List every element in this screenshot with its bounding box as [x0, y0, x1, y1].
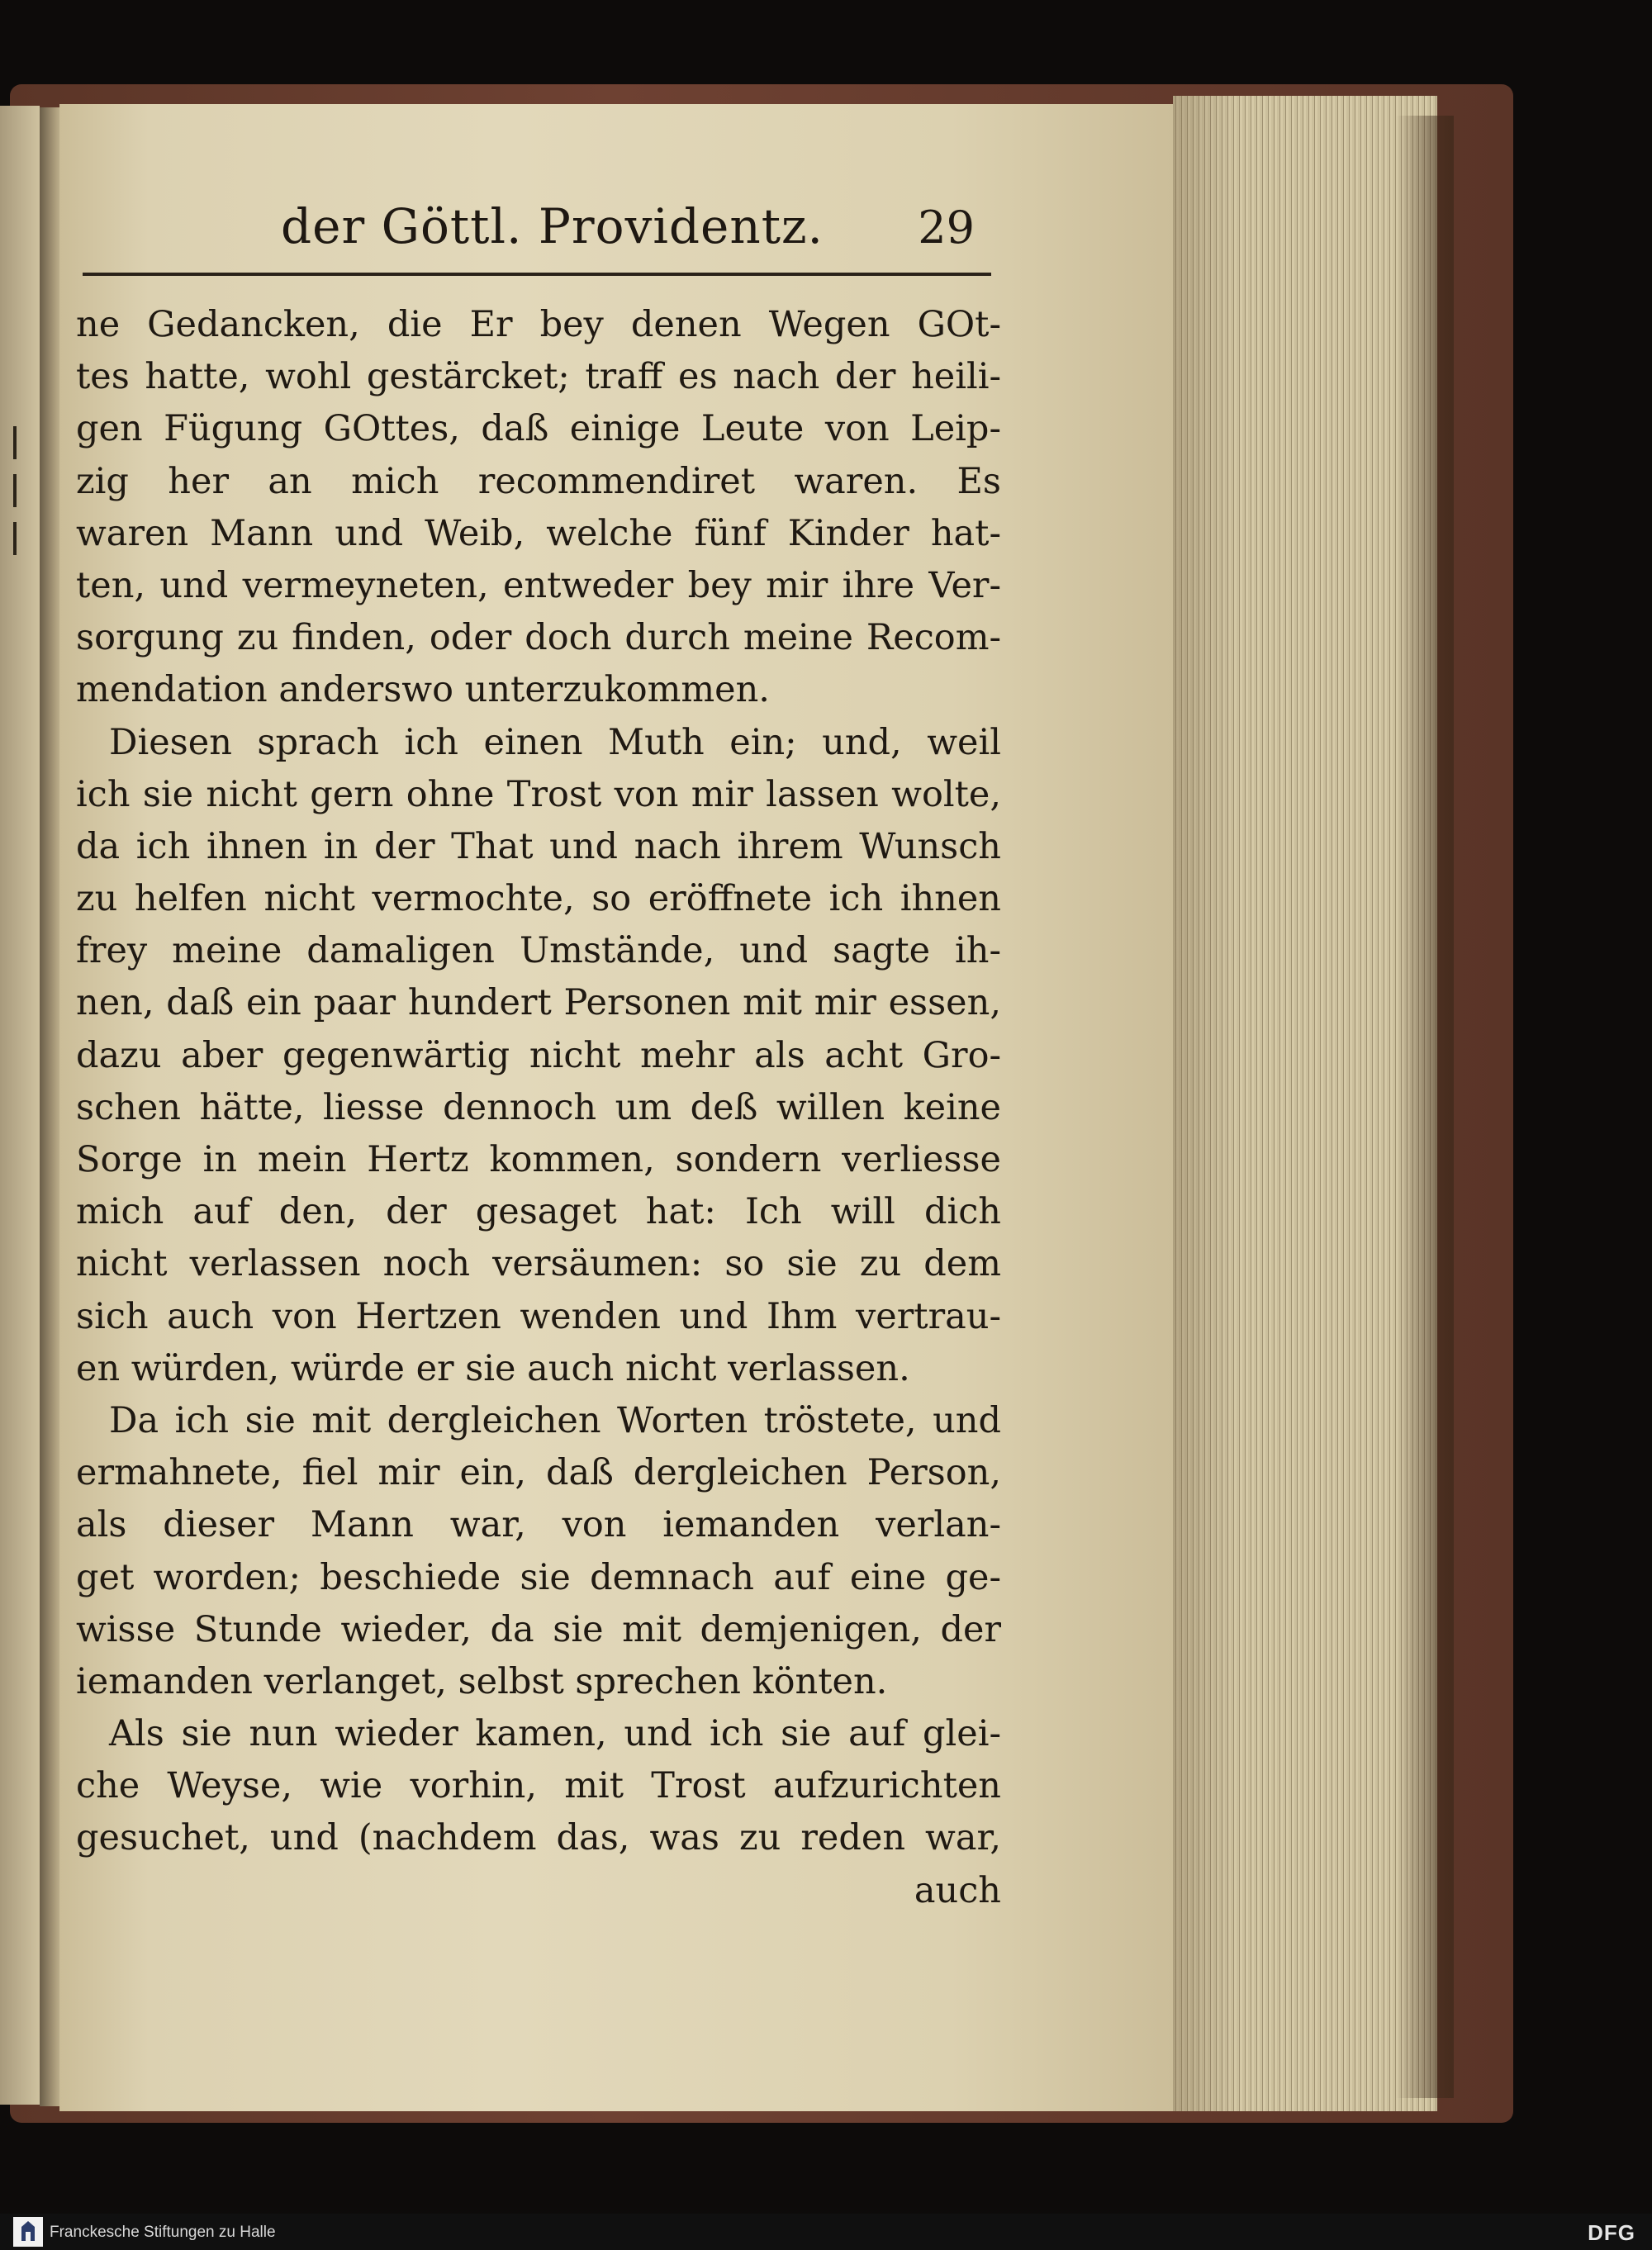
- institution-logo-icon: [13, 2217, 43, 2247]
- text-line: Als sie nun wieder kamen, und ich sie auf glei-: [109, 1713, 1001, 1755]
- text-line: Da ich sie mit dergleichen Worten tröstete, und: [109, 1399, 1001, 1441]
- text-line: ermahnete, fiel mir ein, daß dergleichen Person,: [76, 1452, 1001, 1494]
- text-line: mendation anderswo unterzukommen.: [76, 669, 770, 711]
- text-line: iemanden verlanget, selbst sprechen könten.: [76, 1660, 888, 1702]
- text-line: da ich ihnen in der That und nach ihrem Wunsch: [76, 825, 1001, 867]
- text-line: tes hatte, wohl gestärcket; traff es nach der heili-: [76, 356, 1001, 398]
- text-line: als dieser Mann war, von iemanden verlan-: [76, 1504, 1001, 1546]
- text-line: ten, und vermeyneten, entweder bey mir ihre Ver-: [76, 564, 1001, 606]
- left-page-marks: [8, 411, 25, 626]
- text-line: ne Gedancken, die Er bey denen Wegen GOt-: [76, 304, 1001, 345]
- page-number: 29: [918, 202, 975, 254]
- edge-shadow: [1396, 116, 1454, 2098]
- page-stain: [1173, 96, 1239, 2111]
- text-line: mich auf den, der gesaget hat: Ich will dich: [76, 1191, 1001, 1233]
- body-text: [76, 299, 1001, 1917]
- dfg-badge: DFG: [1588, 2220, 1635, 2245]
- text-line: zig her an mich recommendiret waren. Es: [76, 460, 1001, 502]
- text-line: nicht verlassen noch versäumen: so sie zu dem: [76, 1243, 1001, 1285]
- text-line: schen hätte, liesse dennoch um deß willen keine: [76, 1086, 1001, 1128]
- text-line: ich sie nicht gern ohne Trost von mir lassen wolte,: [76, 773, 1001, 815]
- header-rule: [83, 273, 991, 276]
- text-line: che Weyse, wie vorhin, mit Trost aufzurichten: [76, 1765, 1001, 1807]
- text-line: gen Fügung GOttes, daß einige Leute von Leip-: [76, 408, 1001, 450]
- text-line: frey meine damaligen Umstände, und sagte ih-: [76, 930, 1001, 972]
- text-line: Diesen sprach ich einen Muth ein; und, weil: [109, 721, 1001, 763]
- text-line: wisse Stunde wieder, da sie mit demjenigen, der: [76, 1608, 1001, 1650]
- catchword: auch: [914, 1869, 1001, 1911]
- text-line: gesuchet, und (nachdem das, was zu reden war,: [76, 1817, 1001, 1859]
- text-line: Sorge in mein Hertz kommen, sondern verliesse: [76, 1139, 1001, 1180]
- text-line: nen, daß ein paar hundert Personen mit mir essen,: [76, 982, 1001, 1024]
- text-line: waren Mann und Weib, welche fünf Kinder hat-: [76, 512, 1001, 554]
- page-header: [248, 198, 991, 264]
- text-line: sorgung zu finden, oder doch durch meine Recom-: [76, 617, 1001, 659]
- institution-name: Franckesche Stiftungen zu Halle: [50, 2224, 276, 2241]
- text-line: dazu aber gegenwärtig nicht mehr als acht Gro-: [76, 1034, 1001, 1076]
- text-line: get worden; beschiede sie demnach auf eine ge-: [76, 1556, 1001, 1598]
- left-page-edge: [0, 106, 40, 2105]
- running-title: der Göttl. Providentz.: [281, 198, 824, 254]
- text-line: sich auch von Hertzen wenden und Ihm vertrau-: [76, 1295, 1001, 1337]
- text-line: en würden, würde er sie auch nicht verlassen.: [76, 1347, 910, 1389]
- text-line: zu helfen nicht vermochte, so eröffnete ich ihnen: [76, 878, 1001, 920]
